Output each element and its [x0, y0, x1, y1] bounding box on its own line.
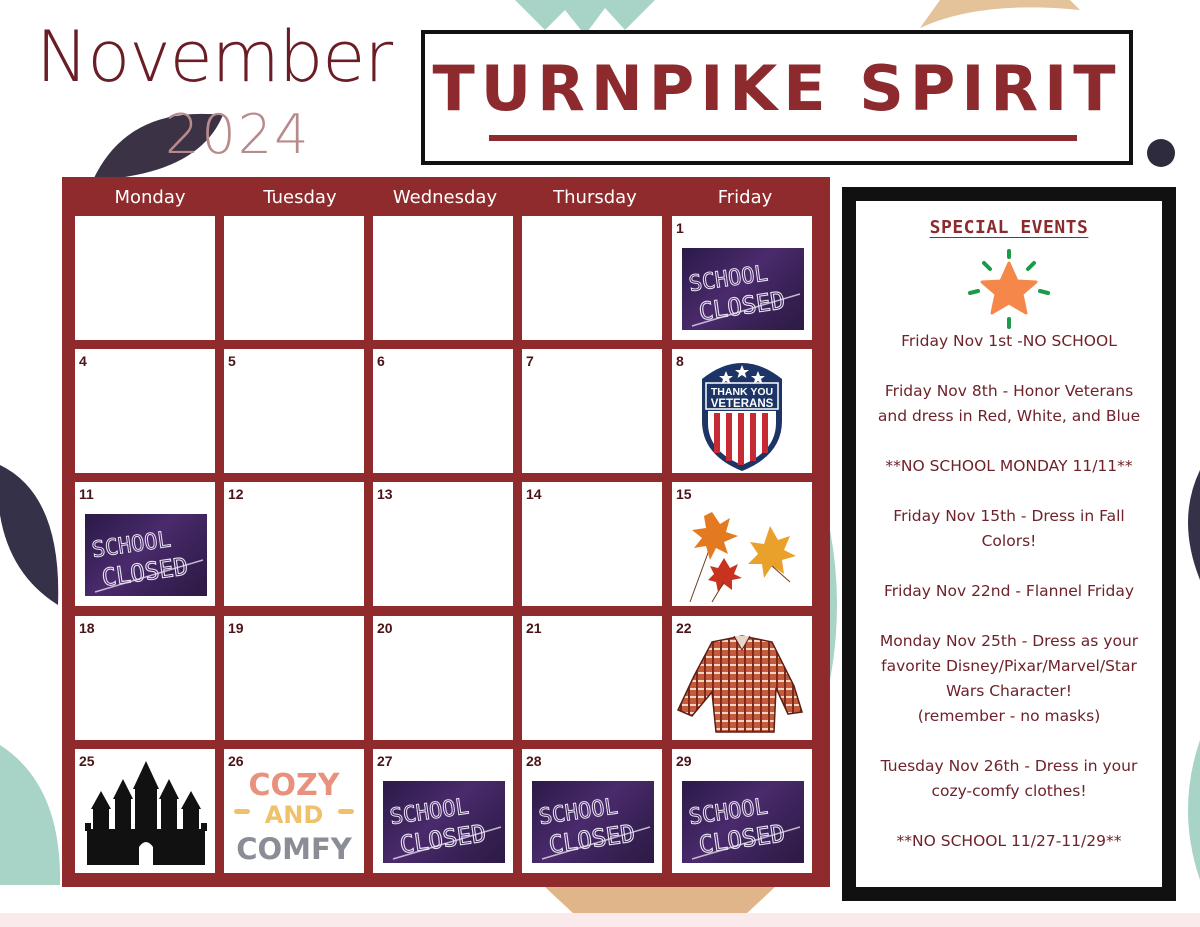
calendar-day-cell	[373, 749, 513, 873]
calendar-day-cell	[224, 616, 364, 740]
day-number: 14	[526, 486, 542, 502]
day-number: 28	[526, 753, 542, 769]
special-events-list	[862, 329, 1156, 879]
svg-text:THANK YOU: THANK YOU	[710, 386, 774, 398]
day-number: 27	[377, 753, 393, 769]
special-event-item: Friday Nov 15th - Dress in Fall Colors!	[893, 507, 1125, 550]
calendar-day-cell	[373, 216, 513, 340]
day-number: 8	[676, 353, 684, 369]
month-title: November	[36, 16, 393, 98]
svg-text:CLOSED: CLOSED	[398, 819, 488, 860]
calendar-day-cell	[522, 616, 662, 740]
day-header-thursday: Thursday	[553, 187, 637, 208]
teal-leaf-right	[1176, 740, 1200, 880]
day-number: 1	[676, 220, 684, 236]
day-number: 22	[676, 620, 692, 636]
svg-text:CLOSED: CLOSED	[697, 286, 787, 327]
svg-text:SCHOOL: SCHOOL	[537, 794, 620, 831]
special-event-item: Friday Nov 8th - Honor Veterans and dress in Red, White, and Blue	[877, 382, 1141, 425]
calendar-day-cell	[373, 482, 513, 606]
day-number: 29	[676, 753, 692, 769]
day-number: 21	[526, 620, 542, 636]
day-header-friday: Friday	[717, 187, 773, 208]
tan-leaf-top	[920, 0, 1080, 30]
svg-text:CLOSED: CLOSED	[547, 819, 637, 860]
calendar-grid	[62, 177, 830, 887]
svg-text:COMFY: COMFY	[236, 832, 352, 866]
day-number: 15	[676, 486, 692, 502]
calendar-day-cell	[75, 749, 215, 873]
calendar-day-cell	[373, 616, 513, 740]
calendar-day-cell	[672, 216, 812, 340]
special-events-panel	[842, 187, 1176, 901]
calendar-day-cell	[75, 216, 215, 340]
special-event-item: Tuesday Nov 26th - Dress in your cozy-comfy clothes!	[880, 757, 1138, 800]
calendar-day-cell	[672, 482, 812, 606]
calendar-day-cell	[522, 749, 662, 873]
day-number: 13	[377, 486, 393, 502]
special-events-title: SPECIAL EVENTS	[929, 217, 1089, 238]
title-underline	[489, 135, 1077, 141]
calendar-day-cell	[75, 349, 215, 473]
day-number: 12	[228, 486, 244, 502]
fall-leaves-image	[672, 482, 812, 606]
svg-text:CLOSED: CLOSED	[100, 552, 190, 593]
day-number: 5	[228, 353, 236, 369]
svg-text:SCHOOL: SCHOOL	[388, 794, 471, 831]
calendar-day-cell	[672, 616, 812, 740]
calendar-day-cell	[672, 349, 812, 473]
calendar-day-cell	[522, 349, 662, 473]
svg-text:SCHOOL: SCHOOL	[90, 527, 173, 564]
calendar-day-cell	[224, 216, 364, 340]
calendar-day-cell	[373, 349, 513, 473]
calendar-day-cell	[522, 216, 662, 340]
school-closed-image	[85, 514, 207, 596]
day-number: 7	[526, 353, 534, 369]
teal-leaf-left	[0, 745, 62, 885]
star-icon	[964, 249, 1054, 329]
special-event-item: Monday Nov 25th - Dress as your favorite Disney/Pixar/Marvel/Star Wars Character! (remember - no masks)	[879, 632, 1139, 725]
bottom-strip	[0, 913, 1200, 927]
cozy-and-comfy-image	[224, 749, 364, 873]
thank-you-veterans-badge	[672, 349, 812, 473]
dark-leaf-right	[1176, 470, 1200, 580]
calendar-day-cell	[224, 482, 364, 606]
school-closed-image	[682, 781, 804, 863]
title-box	[421, 30, 1133, 165]
special-event-item: **NO SCHOOL 11/27-11/29**	[896, 832, 1122, 850]
svg-text:VETERANS: VETERANS	[710, 398, 774, 410]
day-number: 26	[228, 753, 244, 769]
day-number: 6	[377, 353, 385, 369]
day-header-tuesday: Tuesday	[263, 187, 337, 208]
svg-text:SCHOOL: SCHOOL	[687, 261, 770, 298]
special-events-inner	[856, 201, 1162, 887]
calendar-day-cell	[75, 482, 215, 606]
calendar-day-cell	[224, 749, 364, 873]
decorative-dot	[1147, 139, 1175, 167]
day-number: 20	[377, 620, 393, 636]
day-number: 4	[79, 353, 87, 369]
castle-icon	[75, 749, 215, 873]
day-header-monday: Monday	[114, 187, 186, 208]
school-closed-image	[532, 781, 654, 863]
calendar-day-cell	[75, 616, 215, 740]
school-closed-image	[383, 781, 505, 863]
year-title: 2024	[165, 103, 311, 166]
calendar-day-cell	[224, 349, 364, 473]
calendar-day-cell	[672, 749, 812, 873]
calendar-day-cell	[522, 482, 662, 606]
svg-text:SCHOOL: SCHOOL	[687, 794, 770, 831]
day-number: 18	[79, 620, 95, 636]
day-number: 19	[228, 620, 244, 636]
school-closed-image	[682, 248, 804, 330]
tan-leaf-bottom	[545, 887, 775, 915]
special-event-item: Friday Nov 22nd - Flannel Friday	[883, 582, 1135, 600]
special-event-item: Friday Nov 1st -NO SCHOOL	[901, 332, 1117, 350]
svg-text:COZY: COZY	[248, 768, 340, 803]
day-header-wednesday: Wednesday	[392, 187, 498, 208]
svg-text:CLOSED: CLOSED	[697, 819, 787, 860]
day-number: 25	[79, 753, 95, 769]
page-title: TURNPIKE SPIRIT	[432, 52, 1122, 125]
flannel-shirt-image	[672, 616, 812, 740]
dark-leaf-left	[0, 455, 62, 605]
svg-text:AND: AND	[264, 801, 324, 829]
day-number: 11	[79, 486, 94, 502]
special-event-item: **NO SCHOOL MONDAY 11/11**	[885, 457, 1133, 475]
